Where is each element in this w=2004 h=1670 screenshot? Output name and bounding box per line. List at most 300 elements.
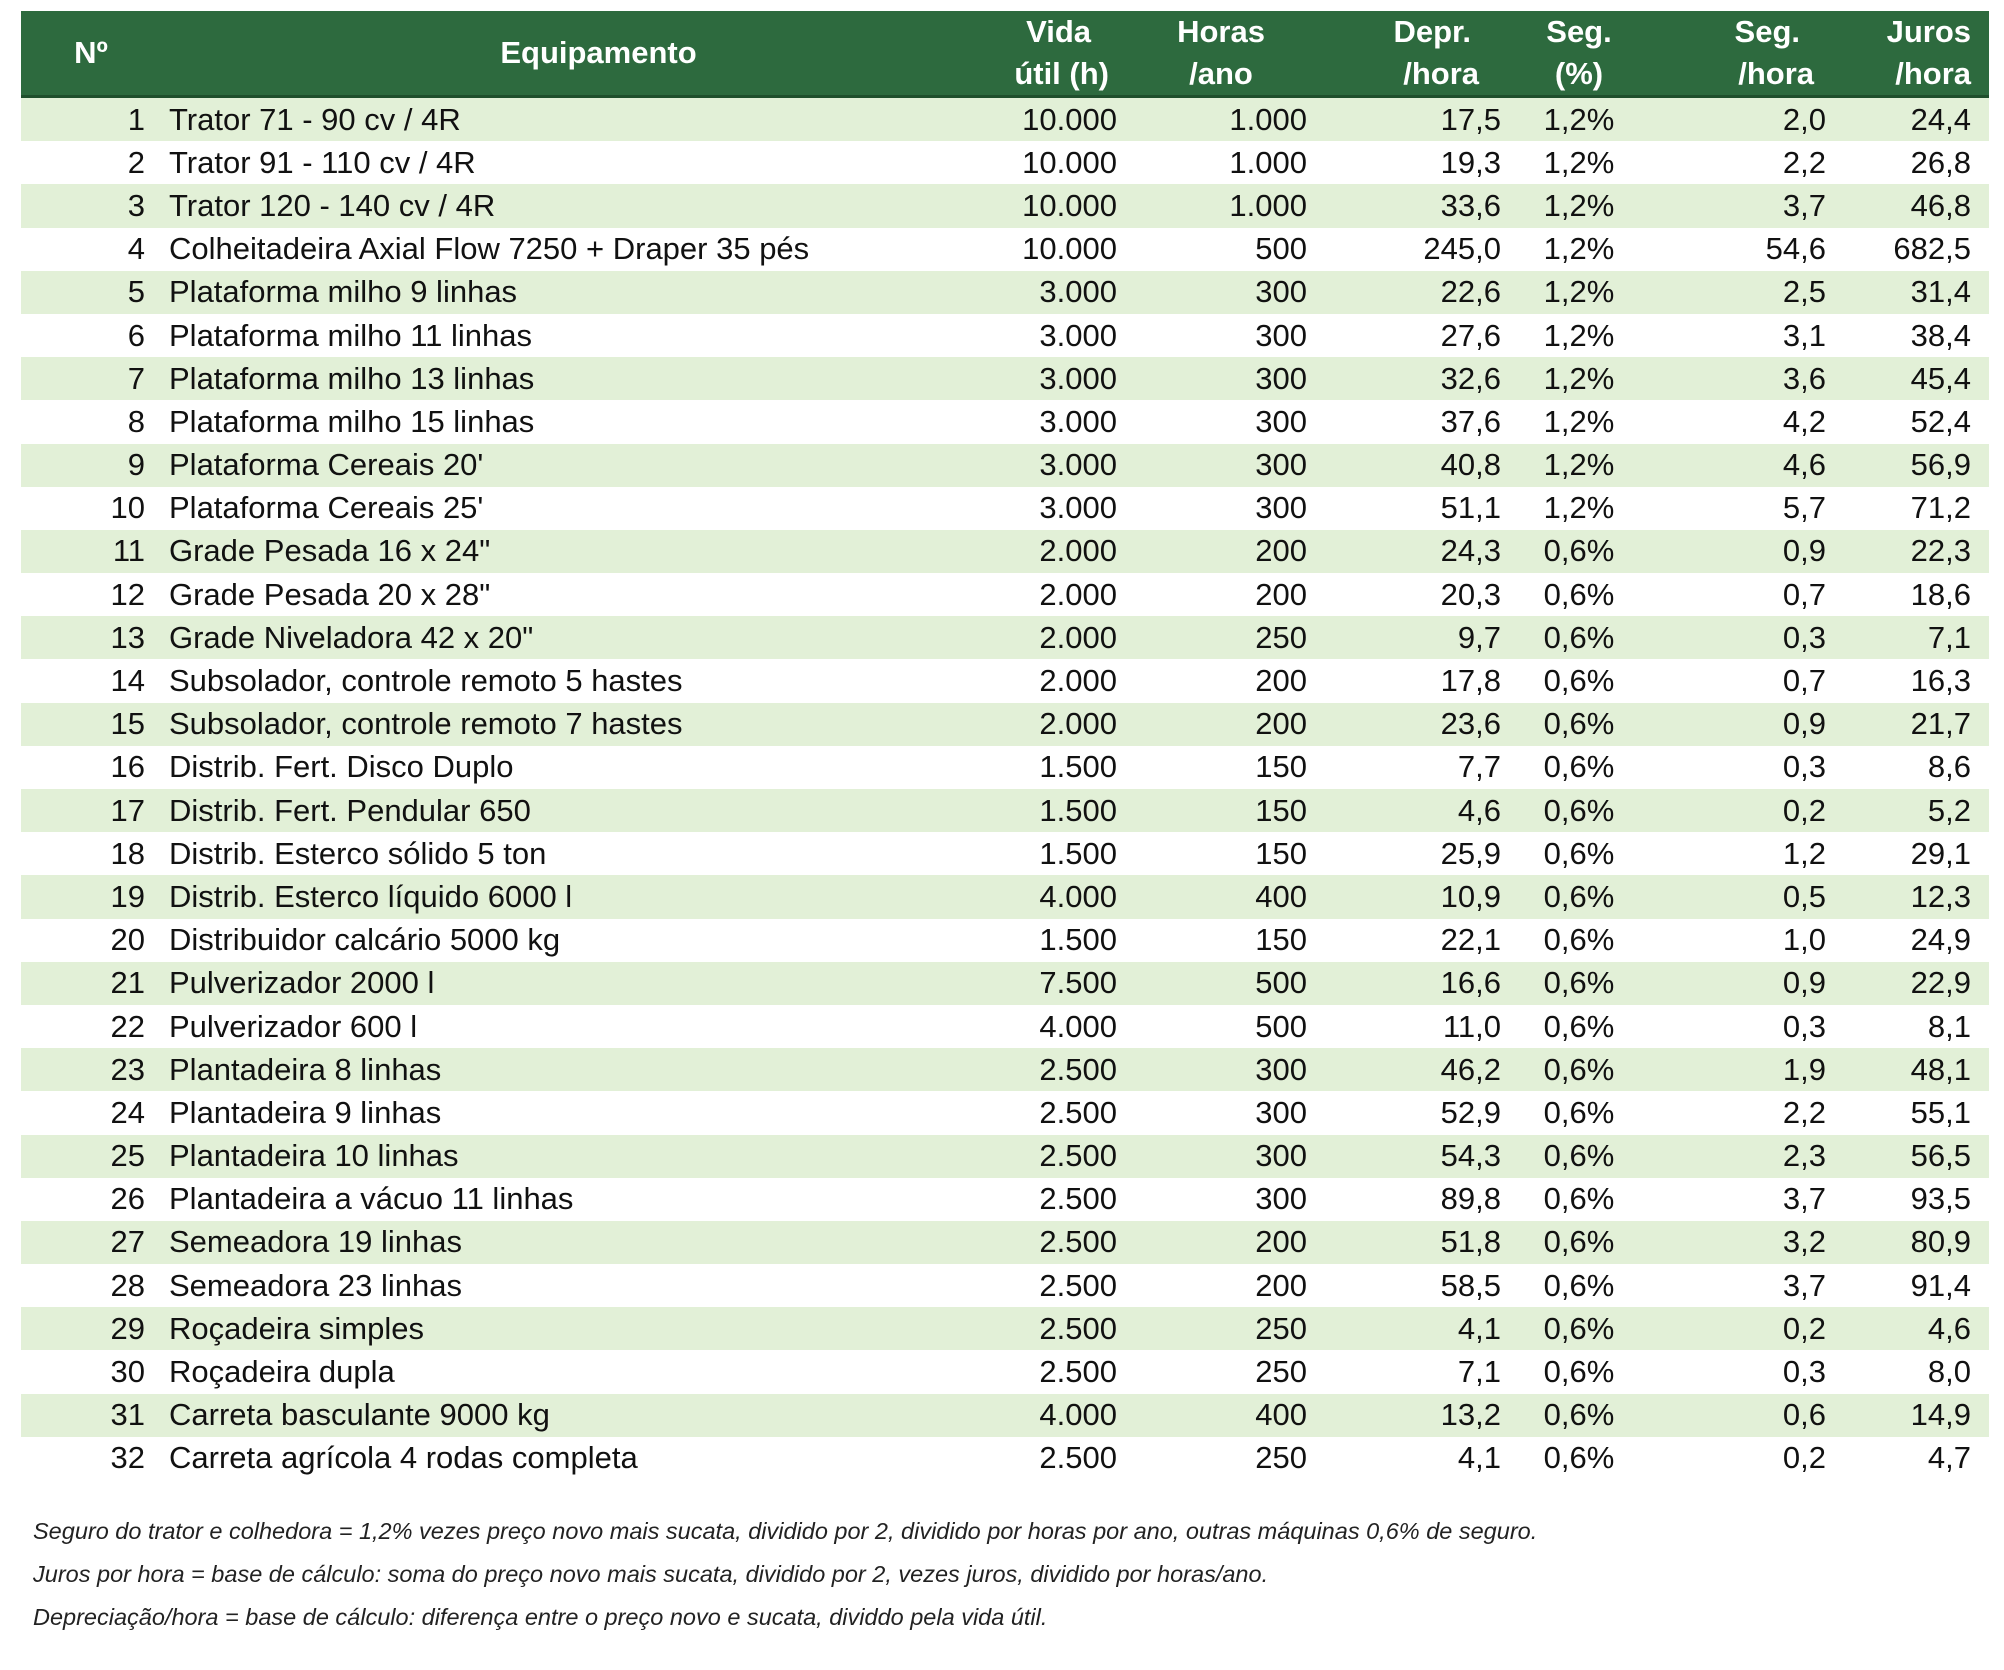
cell-juros-hora: 14,9 — [1842, 1394, 1989, 1437]
cell-equipamento: Plataforma milho 13 linhas — [161, 357, 946, 400]
cell-num: 13 — [21, 616, 161, 659]
footnote-seguro: Seguro do trator e colhedora = 1,2% vezes preço novo mais sucata, dividido por 2, dividido por horas por ano, outras máquinas 0,6% de seguro. — [33, 1518, 1538, 1544]
cell-seg-pct: 1,2% — [1511, 271, 1647, 314]
table-row — [21, 400, 1989, 443]
cell-horas-ano: 300 — [1127, 1091, 1315, 1134]
cell-equipamento: Subsolador, controle remoto 7 hastes — [161, 703, 946, 746]
cell-seg-hora: 0,2 — [1647, 789, 1842, 832]
cell-depr-hora: 4,1 — [1315, 1437, 1511, 1480]
cell-depr-hora: 17,5 — [1315, 97, 1511, 142]
cell-seg-pct: 1,2% — [1511, 97, 1647, 142]
cell-vida-util: 2.500 — [946, 1048, 1127, 1091]
cell-seg-hora: 0,3 — [1647, 1005, 1842, 1048]
cell-equipamento: Carreta agrícola 4 rodas completa — [161, 1437, 946, 1480]
cell-vida-util: 3.000 — [946, 271, 1127, 314]
cell-seg-hora: 3,7 — [1647, 184, 1842, 227]
cell-depr-hora: 89,8 — [1315, 1178, 1511, 1221]
table-body — [21, 97, 1989, 1481]
header-seg-pct: Seg. (%) — [1511, 11, 1647, 97]
table-row — [21, 1091, 1989, 1134]
cell-equipamento: Grade Pesada 20 x 28" — [161, 573, 946, 616]
header-depr-hora: Depr. /hora — [1315, 11, 1511, 97]
cell-juros-hora: 8,6 — [1842, 746, 1989, 789]
cell-depr-hora: 7,7 — [1315, 746, 1511, 789]
cell-seg-pct: 1,2% — [1511, 487, 1647, 530]
cell-num: 5 — [21, 271, 161, 314]
cell-seg-pct: 1,2% — [1511, 314, 1647, 357]
cell-equipamento: Pulverizador 600 l — [161, 1005, 946, 1048]
cell-num: 11 — [21, 530, 161, 573]
cell-seg-pct: 0,6% — [1511, 962, 1647, 1005]
cell-seg-pct: 1,2% — [1511, 141, 1647, 184]
table-row — [21, 444, 1989, 487]
cell-vida-util: 1.500 — [946, 789, 1127, 832]
cell-seg-hora: 1,0 — [1647, 919, 1842, 962]
cell-seg-hora: 2,3 — [1647, 1135, 1842, 1178]
cell-depr-hora: 19,3 — [1315, 141, 1511, 184]
cell-depr-hora: 33,6 — [1315, 184, 1511, 227]
cell-horas-ano: 300 — [1127, 1048, 1315, 1091]
cell-num: 4 — [21, 228, 161, 271]
cell-depr-hora: 32,6 — [1315, 357, 1511, 400]
header-num: Nº — [21, 11, 161, 97]
cell-seg-hora: 2,2 — [1647, 1091, 1842, 1134]
cell-horas-ano: 250 — [1127, 1350, 1315, 1393]
cell-seg-hora: 0,3 — [1647, 1350, 1842, 1393]
cell-num: 23 — [21, 1048, 161, 1091]
table-row — [21, 228, 1989, 271]
cell-depr-hora: 16,6 — [1315, 962, 1511, 1005]
cell-horas-ano: 300 — [1127, 271, 1315, 314]
cell-juros-hora: 7,1 — [1842, 616, 1989, 659]
cell-seg-hora: 4,2 — [1647, 400, 1842, 443]
cell-equipamento: Trator 91 - 110 cv / 4R — [161, 141, 946, 184]
cell-num: 9 — [21, 444, 161, 487]
cell-vida-util: 2.000 — [946, 530, 1127, 573]
cell-horas-ano: 1.000 — [1127, 97, 1315, 142]
cell-seg-hora: 3,2 — [1647, 1221, 1842, 1264]
cell-horas-ano: 500 — [1127, 1005, 1315, 1048]
cell-depr-hora: 22,1 — [1315, 919, 1511, 962]
cell-juros-hora: 22,9 — [1842, 962, 1989, 1005]
cell-num: 1 — [21, 97, 161, 142]
cell-juros-hora: 80,9 — [1842, 1221, 1989, 1264]
cell-depr-hora: 40,8 — [1315, 444, 1511, 487]
cell-seg-hora: 3,1 — [1647, 314, 1842, 357]
cell-num: 3 — [21, 184, 161, 227]
cell-seg-pct: 0,6% — [1511, 919, 1647, 962]
cell-equipamento: Trator 120 - 140 cv / 4R — [161, 184, 946, 227]
cell-equipamento: Roçadeira dupla — [161, 1350, 946, 1393]
cell-seg-pct: 0,6% — [1511, 659, 1647, 702]
header-horas-ano: Horas /ano — [1127, 11, 1315, 97]
cell-vida-util: 10.000 — [946, 184, 1127, 227]
cell-num: 17 — [21, 789, 161, 832]
cell-seg-hora: 0,2 — [1647, 1437, 1842, 1480]
cell-vida-util: 1.500 — [946, 746, 1127, 789]
cell-juros-hora: 46,8 — [1842, 184, 1989, 227]
cell-horas-ano: 150 — [1127, 832, 1315, 875]
cell-seg-pct: 0,6% — [1511, 875, 1647, 918]
cell-num: 10 — [21, 487, 161, 530]
cell-num: 31 — [21, 1394, 161, 1437]
cell-depr-hora: 54,3 — [1315, 1135, 1511, 1178]
cell-equipamento: Distrib. Esterco líquido 6000 l — [161, 875, 946, 918]
cell-seg-hora: 3,7 — [1647, 1264, 1842, 1307]
table-row — [21, 1394, 1989, 1437]
header-seg-hora: Seg. /hora — [1647, 11, 1842, 97]
cell-seg-pct: 0,6% — [1511, 1437, 1647, 1480]
cell-num: 6 — [21, 314, 161, 357]
cell-seg-hora: 5,7 — [1647, 487, 1842, 530]
cell-seg-hora: 1,2 — [1647, 832, 1842, 875]
cell-juros-hora: 4,7 — [1842, 1437, 1989, 1480]
table-header-row — [21, 11, 1989, 97]
cell-vida-util: 2.000 — [946, 703, 1127, 746]
cell-juros-hora: 12,3 — [1842, 875, 1989, 918]
cell-juros-hora: 48,1 — [1842, 1048, 1989, 1091]
table-row — [21, 97, 1989, 142]
table-row — [21, 789, 1989, 832]
cell-vida-util: 10.000 — [946, 97, 1127, 142]
cell-juros-hora: 55,1 — [1842, 1091, 1989, 1134]
cell-vida-util: 2.500 — [946, 1135, 1127, 1178]
cell-equipamento: Plantadeira 9 linhas — [161, 1091, 946, 1134]
cell-depr-hora: 13,2 — [1315, 1394, 1511, 1437]
cell-equipamento: Colheitadeira Axial Flow 7250 + Draper 35 pés — [161, 228, 946, 271]
cell-num: 26 — [21, 1178, 161, 1221]
cell-equipamento: Distribuidor calcário 5000 kg — [161, 919, 946, 962]
cell-vida-util: 1.500 — [946, 832, 1127, 875]
cell-horas-ano: 300 — [1127, 357, 1315, 400]
cell-depr-hora: 4,1 — [1315, 1307, 1511, 1350]
cell-depr-hora: 245,0 — [1315, 228, 1511, 271]
equipment-cost-table — [21, 11, 1989, 1480]
cell-equipamento: Plantadeira 10 linhas — [161, 1135, 946, 1178]
cell-equipamento: Distrib. Esterco sólido 5 ton — [161, 832, 946, 875]
cell-seg-hora: 1,9 — [1647, 1048, 1842, 1091]
cell-horas-ano: 250 — [1127, 1307, 1315, 1350]
cell-equipamento: Plantadeira a vácuo 11 linhas — [161, 1178, 946, 1221]
cell-juros-hora: 91,4 — [1842, 1264, 1989, 1307]
cell-horas-ano: 500 — [1127, 962, 1315, 1005]
cell-seg-pct: 0,6% — [1511, 1350, 1647, 1393]
cell-juros-hora: 45,4 — [1842, 357, 1989, 400]
footnote-juros: Juros por hora = base de cálculo: soma do preço novo mais sucata, dividido por 2, vezes juros, dividido por horas/ano. — [33, 1561, 1269, 1587]
cell-vida-util: 1.500 — [946, 919, 1127, 962]
cell-vida-util: 3.000 — [946, 314, 1127, 357]
cell-depr-hora: 11,0 — [1315, 1005, 1511, 1048]
cell-num: 8 — [21, 400, 161, 443]
cell-horas-ano: 250 — [1127, 1437, 1315, 1480]
cell-vida-util: 2.500 — [946, 1350, 1127, 1393]
cell-seg-hora: 0,9 — [1647, 530, 1842, 573]
cell-depr-hora: 51,8 — [1315, 1221, 1511, 1264]
cell-seg-pct: 1,2% — [1511, 400, 1647, 443]
cell-seg-hora: 0,6 — [1647, 1394, 1842, 1437]
table-row — [21, 357, 1989, 400]
table-row — [21, 1135, 1989, 1178]
cell-num: 28 — [21, 1264, 161, 1307]
cell-seg-pct: 1,2% — [1511, 184, 1647, 227]
cell-seg-pct: 0,6% — [1511, 1221, 1647, 1264]
cell-seg-pct: 0,6% — [1511, 1048, 1647, 1091]
cell-horas-ano: 300 — [1127, 487, 1315, 530]
cell-vida-util: 2.500 — [946, 1221, 1127, 1264]
cell-seg-hora: 2,2 — [1647, 141, 1842, 184]
cell-juros-hora: 24,4 — [1842, 97, 1989, 142]
table-row — [21, 875, 1989, 918]
cell-seg-pct: 0,6% — [1511, 1394, 1647, 1437]
cell-seg-pct: 0,6% — [1511, 789, 1647, 832]
cell-equipamento: Distrib. Fert. Pendular 650 — [161, 789, 946, 832]
cell-horas-ano: 200 — [1127, 1221, 1315, 1264]
cell-vida-util: 2.500 — [946, 1178, 1127, 1221]
cell-seg-pct: 0,6% — [1511, 573, 1647, 616]
cell-vida-util: 4.000 — [946, 1394, 1127, 1437]
header-equipamento: Equipamento — [161, 11, 946, 97]
cell-depr-hora: 37,6 — [1315, 400, 1511, 443]
cell-equipamento: Pulverizador 2000 l — [161, 962, 946, 1005]
cell-num: 16 — [21, 746, 161, 789]
cell-juros-hora: 682,5 — [1842, 228, 1989, 271]
cell-seg-hora: 0,3 — [1647, 746, 1842, 789]
cell-seg-hora: 54,6 — [1647, 228, 1842, 271]
cell-num: 20 — [21, 919, 161, 962]
table-row — [21, 703, 1989, 746]
cell-vida-util: 2.500 — [946, 1437, 1127, 1480]
table-row — [21, 832, 1989, 875]
cell-depr-hora: 58,5 — [1315, 1264, 1511, 1307]
cell-depr-hora: 9,7 — [1315, 616, 1511, 659]
table-row — [21, 746, 1989, 789]
cell-vida-util: 2.000 — [946, 573, 1127, 616]
equipment-cost-table-container — [21, 11, 1989, 1480]
cell-depr-hora: 17,8 — [1315, 659, 1511, 702]
cell-seg-pct: 0,6% — [1511, 1135, 1647, 1178]
table-row — [21, 141, 1989, 184]
cell-juros-hora: 22,3 — [1842, 530, 1989, 573]
footnote-depreciacao: Depreciação/hora = base de cálculo: diferença entre o preço novo e sucata, dividdo pela vida útil. — [33, 1604, 1048, 1630]
cell-juros-hora: 16,3 — [1842, 659, 1989, 702]
cell-num: 2 — [21, 141, 161, 184]
cell-depr-hora: 25,9 — [1315, 832, 1511, 875]
cell-vida-util: 4.000 — [946, 875, 1127, 918]
cell-horas-ano: 300 — [1127, 314, 1315, 357]
cell-equipamento: Grade Pesada 16 x 24" — [161, 530, 946, 573]
cell-seg-pct: 0,6% — [1511, 832, 1647, 875]
table-row — [21, 1437, 1989, 1480]
cell-horas-ano: 200 — [1127, 703, 1315, 746]
cell-num: 30 — [21, 1350, 161, 1393]
cell-seg-hora: 3,6 — [1647, 357, 1842, 400]
cell-vida-util: 2.000 — [946, 659, 1127, 702]
cell-num: 21 — [21, 962, 161, 1005]
cell-equipamento: Plataforma milho 9 linhas — [161, 271, 946, 314]
cell-horas-ano: 150 — [1127, 919, 1315, 962]
cell-num: 14 — [21, 659, 161, 702]
cell-depr-hora: 46,2 — [1315, 1048, 1511, 1091]
cell-horas-ano: 400 — [1127, 1394, 1315, 1437]
table-row — [21, 1350, 1989, 1393]
cell-juros-hora: 56,5 — [1842, 1135, 1989, 1178]
cell-juros-hora: 38,4 — [1842, 314, 1989, 357]
cell-vida-util: 7.500 — [946, 962, 1127, 1005]
cell-seg-hora: 4,6 — [1647, 444, 1842, 487]
cell-num: 19 — [21, 875, 161, 918]
cell-equipamento: Distrib. Fert. Disco Duplo — [161, 746, 946, 789]
cell-seg-pct: 0,6% — [1511, 530, 1647, 573]
cell-equipamento: Carreta basculante 9000 kg — [161, 1394, 946, 1437]
cell-depr-hora: 10,9 — [1315, 875, 1511, 918]
cell-seg-hora: 3,7 — [1647, 1178, 1842, 1221]
cell-equipamento: Roçadeira simples — [161, 1307, 946, 1350]
table-row — [21, 487, 1989, 530]
cell-seg-pct: 0,6% — [1511, 1005, 1647, 1048]
cell-horas-ano: 1.000 — [1127, 141, 1315, 184]
cell-horas-ano: 200 — [1127, 1264, 1315, 1307]
cell-juros-hora: 31,4 — [1842, 271, 1989, 314]
table-row — [21, 1048, 1989, 1091]
cell-horas-ano: 400 — [1127, 875, 1315, 918]
cell-horas-ano: 300 — [1127, 1178, 1315, 1221]
cell-horas-ano: 250 — [1127, 616, 1315, 659]
cell-equipamento: Plantadeira 8 linhas — [161, 1048, 946, 1091]
cell-horas-ano: 300 — [1127, 400, 1315, 443]
cell-vida-util: 10.000 — [946, 228, 1127, 271]
cell-horas-ano: 150 — [1127, 789, 1315, 832]
cell-depr-hora: 23,6 — [1315, 703, 1511, 746]
cell-vida-util: 10.000 — [946, 141, 1127, 184]
cell-vida-util: 2.500 — [946, 1091, 1127, 1134]
header-juros-hora: Juros /hora — [1842, 11, 1989, 97]
header-vida-util: Vida útil (h) — [946, 11, 1127, 97]
cell-horas-ano: 150 — [1127, 746, 1315, 789]
cell-seg-hora: 2,0 — [1647, 97, 1842, 142]
cell-equipamento: Trator 71 - 90 cv / 4R — [161, 97, 946, 142]
cell-juros-hora: 5,2 — [1842, 789, 1989, 832]
cell-horas-ano: 200 — [1127, 530, 1315, 573]
cell-seg-hora: 0,9 — [1647, 962, 1842, 1005]
cell-seg-hora: 0,2 — [1647, 1307, 1842, 1350]
cell-seg-pct: 1,2% — [1511, 444, 1647, 487]
cell-juros-hora: 21,7 — [1842, 703, 1989, 746]
cell-vida-util: 2.000 — [946, 616, 1127, 659]
cell-seg-hora: 0,3 — [1647, 616, 1842, 659]
cell-num: 15 — [21, 703, 161, 746]
table-row — [21, 616, 1989, 659]
cell-equipamento: Plataforma Cereais 25' — [161, 487, 946, 530]
cell-num: 24 — [21, 1091, 161, 1134]
cell-depr-hora: 52,9 — [1315, 1091, 1511, 1134]
cell-juros-hora: 8,0 — [1842, 1350, 1989, 1393]
cell-horas-ano: 200 — [1127, 573, 1315, 616]
table-row — [21, 184, 1989, 227]
cell-vida-util: 2.500 — [946, 1307, 1127, 1350]
cell-vida-util: 2.500 — [946, 1264, 1127, 1307]
cell-num: 12 — [21, 573, 161, 616]
cell-vida-util: 3.000 — [946, 487, 1127, 530]
cell-depr-hora: 20,3 — [1315, 573, 1511, 616]
cell-vida-util: 3.000 — [946, 444, 1127, 487]
cell-num: 32 — [21, 1437, 161, 1480]
cell-seg-pct: 0,6% — [1511, 1091, 1647, 1134]
cell-seg-pct: 1,2% — [1511, 357, 1647, 400]
cell-equipamento: Plataforma milho 15 linhas — [161, 400, 946, 443]
table-row — [21, 1005, 1989, 1048]
cell-num: 7 — [21, 357, 161, 400]
cell-seg-hora: 2,5 — [1647, 271, 1842, 314]
cell-horas-ano: 200 — [1127, 659, 1315, 702]
cell-seg-pct: 0,6% — [1511, 1307, 1647, 1350]
cell-depr-hora: 24,3 — [1315, 530, 1511, 573]
cell-juros-hora: 8,1 — [1842, 1005, 1989, 1048]
cell-seg-hora: 0,7 — [1647, 573, 1842, 616]
cell-equipamento: Grade Niveladora 42 x 20" — [161, 616, 946, 659]
cell-seg-pct: 0,6% — [1511, 1178, 1647, 1221]
table-row — [21, 962, 1989, 1005]
cell-horas-ano: 300 — [1127, 1135, 1315, 1178]
cell-equipamento: Semeadora 23 linhas — [161, 1264, 946, 1307]
cell-equipamento: Semeadora 19 linhas — [161, 1221, 946, 1264]
cell-seg-pct: 0,6% — [1511, 703, 1647, 746]
cell-juros-hora: 52,4 — [1842, 400, 1989, 443]
footnotes — [33, 1510, 1973, 1639]
cell-num: 25 — [21, 1135, 161, 1178]
cell-juros-hora: 26,8 — [1842, 141, 1989, 184]
cell-juros-hora: 93,5 — [1842, 1178, 1989, 1221]
cell-juros-hora: 29,1 — [1842, 832, 1989, 875]
table-row — [21, 1178, 1989, 1221]
table-row — [21, 530, 1989, 573]
cell-depr-hora: 22,6 — [1315, 271, 1511, 314]
table-row — [21, 573, 1989, 616]
cell-seg-hora: 0,7 — [1647, 659, 1842, 702]
table-row — [21, 271, 1989, 314]
table-row — [21, 1264, 1989, 1307]
cell-seg-pct: 1,2% — [1511, 228, 1647, 271]
cell-equipamento: Plataforma milho 11 linhas — [161, 314, 946, 357]
cell-equipamento: Subsolador, controle remoto 5 hastes — [161, 659, 946, 702]
cell-seg-pct: 0,6% — [1511, 616, 1647, 659]
cell-equipamento: Plataforma Cereais 20' — [161, 444, 946, 487]
table-row — [21, 919, 1989, 962]
cell-vida-util: 3.000 — [946, 357, 1127, 400]
cell-horas-ano: 300 — [1127, 444, 1315, 487]
cell-horas-ano: 500 — [1127, 228, 1315, 271]
cell-horas-ano: 1.000 — [1127, 184, 1315, 227]
table-row — [21, 1221, 1989, 1264]
cell-depr-hora: 27,6 — [1315, 314, 1511, 357]
cell-seg-pct: 0,6% — [1511, 746, 1647, 789]
cell-juros-hora: 18,6 — [1842, 573, 1989, 616]
table-row — [21, 1307, 1989, 1350]
cell-juros-hora: 56,9 — [1842, 444, 1989, 487]
cell-juros-hora: 71,2 — [1842, 487, 1989, 530]
cell-depr-hora: 4,6 — [1315, 789, 1511, 832]
cell-juros-hora: 4,6 — [1842, 1307, 1989, 1350]
cell-vida-util: 4.000 — [946, 1005, 1127, 1048]
cell-depr-hora: 51,1 — [1315, 487, 1511, 530]
cell-num: 27 — [21, 1221, 161, 1264]
table-row — [21, 314, 1989, 357]
cell-num: 18 — [21, 832, 161, 875]
cell-num: 29 — [21, 1307, 161, 1350]
cell-vida-util: 3.000 — [946, 400, 1127, 443]
cell-seg-hora: 0,9 — [1647, 703, 1842, 746]
cell-seg-pct: 0,6% — [1511, 1264, 1647, 1307]
cell-depr-hora: 7,1 — [1315, 1350, 1511, 1393]
